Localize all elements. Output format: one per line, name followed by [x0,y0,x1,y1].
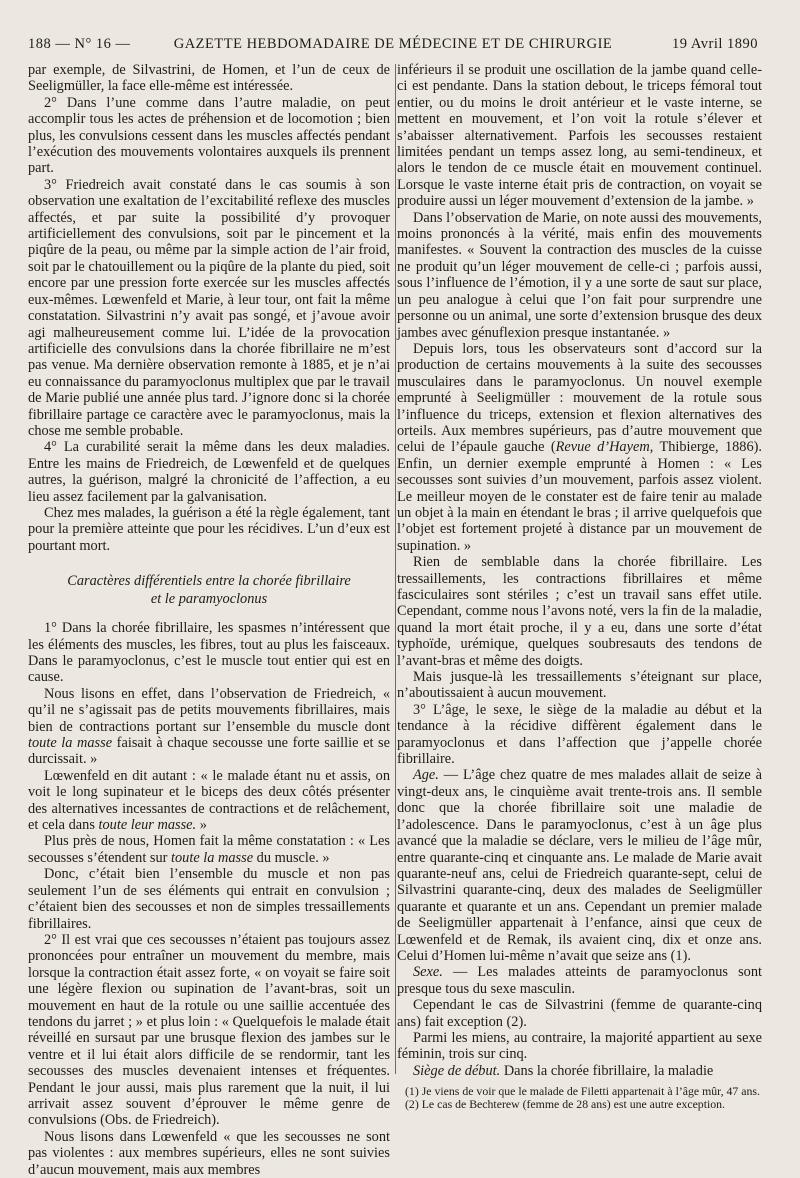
section-heading-line: Caractères différentiels entre la chorée fibrillaire [67,573,351,590]
paragraph: Dans l’observation de Marie, on note aussi des mouvements, moins prononcés à la vérité, mais enfin des mouvements manifestes. « Souvent la contraction des muscles de la cuisse ne produit qu’un léger mouvement de celle-ci ; parfois aussi, sous l’influence de l’émotion, il y a une sorte de saut sur place, un peu analogue à celui que l’on fait pour surprendre une personne ou un animal, une sorte d’extension brusque des deux jambes avec génuflexion presque instantanée. » [397,209,762,341]
paragraph [397,1063,762,1079]
paragraph [28,768,390,834]
paragraph [397,767,762,964]
text-run: Plus près de nous, Homen fait la même constatation : « Les secousses s’étendent sur [28,833,390,866]
text-run: Depuis lors, tous les observateurs sont d’accord sur la production de certains mouvements à la suite des secousses musculaires dans le paramyoclonus. Un nouvel exemple emprunté à Seeligmüller : mouvement de la rotule sous l’influence du triceps, extension et flexion alternatives des orteils. Aux membres supérieurs, pas d’autre mouvement que celui de l’épaule gauche ( [397,340,762,456]
paragraph [397,341,762,554]
emphasis: Sexe. [413,964,443,981]
paragraph: 3° L’âge, le sexe, le siège de la maladie au début et la tendance à la récidive diffèrent également dans le paramyoclonus et dans l’affection que j’appelle chorée fibrillaire. [397,701,762,768]
paragraph: Chez mes malades, la guérison a été la règle également, tant pour la première atteinte que pour les récidives. L’un d’eux est pourtant mort. [28,504,390,554]
paragraph: Parmi les miens, au contraire, la majorité appartient au sexe féminin, trois sur cinq. [397,1029,762,1063]
paragraph: Mais jusque-là les tressaillements s’éteignant sur place, n’aboutissaient à aucun mouvement. [397,669,762,702]
text-run: » [196,817,207,834]
text-run: faisait à chaque secousse une forte saillie et se durcissait. » [28,735,390,768]
text-run: du muscle. » [253,849,330,866]
journal-title: GAZETTE HEBDOMADAIRE DE MÉDECINE ET DE CHIRURGIE [173,36,613,52]
emphasis: toute la masse [28,735,113,752]
text-run: — L’âge chez quatre de mes malades allait de seize à vingt-deux ans, le cinquième avait trente-trois ans. Il semble donc que la chorée fibrillaire soit une maladie de l’adolescence. Dans le paramyoclonus, c’est à un âge plus avancé que la maladie se déclare, vers le milieu de l’âge mûr, entre quarante-cinq et cinquante ans. Le malade de Marie avait quarante-neuf ans, celui de Friedreich quarante-sept, celui de Silvastrini quarante-cinq, deux des malades de Seeligmüller quarante et quarante et un ans. Cependant un premier malade de Seeligmüller appartenait à l’enfance, ainsi que ceux de Lœwenfeld et de Remak, ils avaient cinq, dix et onze ans. Celui d’Homen lui-même n’avait que seize ans (1). [397,767,762,964]
emphasis: Siège de début. [413,1062,501,1079]
right-column [397,62,762,1111]
paragraph [28,686,390,768]
paragraph: Rien de semblable dans la chorée fibrillaire. Les tressaillements, les contractions fibrillaires et même fasciculaires sont stériles ; c’est un travail sans effet utile. Cependant, comme nous l’avons noté, vers la fin de la maladie, quand la mort était proche, il y a eu, dans une sorte d’état typhoïde, urémique, quelques soubresauts des tendons de l’avant-bras et même des doigts. [397,554,762,669]
page-number: 188 — N° 16 — [28,36,131,52]
footnote: (2) Le cas de Bechterew (femme de 28 ans) est une autre exception. [405,1097,726,1112]
running-header [28,36,758,56]
paragraph: Donc, c’était bien l’ensemble du muscle et non pas seulement l’un de ses éléments qui entrait en convulsion ; c’étaient bien des secousses et non de simples tressaillements fibrillaires. [28,866,390,932]
section-heading-line: et le paramyoclonus [150,591,268,608]
emphasis: toute la masse [171,849,254,866]
paragraph: 2° Dans l’une comme dans l’autre maladie, on peut accomplir tous les actes de préhension et de locomotion ; bien plus, les convulsions cessent dans les muscles affectés pendant l’exécution des mouvements volontaires auxquels ils prennent part. [28,94,390,177]
text-run: Lœwenfeld en dit autant : « le malade étant nu et assis, on voit le long supinateur et le biceps des deux côtés présenter des alternatives incessantes de contractions et de relâchement, et cela dans [28,767,390,834]
paragraph: Nous lisons dans Lœwenfeld « que les secousses ne sont pas violentes : aux membres supérieurs, elles ne sont suivies d’aucun mouvement, mais aux membres [28,1128,390,1178]
paragraph [28,833,390,866]
text-run: Dans la chorée fibrillaire, la maladie [500,1062,714,1079]
text-run: — Les malades atteints de paramyoclonus sont presque tous du sexe masculin. [397,964,762,997]
paragraph: 2° Il est vrai que ces secousses n’étaient pas toujours assez prononcées pour entraîner un mouvement du membre, mais lorsque la contraction était assez forte, « on voyait se faire soit une légère flexion ou supination de l’avant-bras, soit un mouvement en haut de la rotule ou une saillie accentuée des tendons du jarret ; » et plus loin : « Quelquefois le malade était réveillé en sursaut par une brusque flexion des jambes sur le ventre et il lui était alors difficile de se rendormir, tant les secousses des muscles devenaient intenses et fréquentes. Pendant le jour aussi, mais plus rarement que la nuit, il lui arrivait assez souvent d’éprouver le même genre de convulsions (Obs. de Friedreich). [28,931,390,1129]
left-column [28,62,390,1178]
issue-date: 19 Avril 1890 [672,36,758,52]
section-heading [28,572,390,608]
column-divider [395,64,396,1074]
footnotes [397,1085,762,1111]
emphasis: toute leur masse. [98,817,197,834]
paragraph: 4° La curabilité serait la même dans les deux maladies. Entre les mains de Friedreich, de Lœwenfeld et de quelques autres, la guérison, malgré la chronicité de l’affection, a eu lieu assez facilement par la galvanisation. [28,439,390,505]
paragraph: par exemple, de Silvastrini, de Homen, et l’un de ceux de Seeligmüller, la face elle-même est intéressée. [28,62,390,95]
footnote: (1) Je viens de voir que le malade de Filetti appartenait à l’âge mûr, 47 ans. [405,1084,760,1099]
text-run: Nous lisons en effet, dans l’observation de Friedreich, « qu’il ne s’agissait pas de petits mouvements fibrillaires, mais bien de contractions portant sur l’ensemble du muscle dont [28,685,390,735]
paragraph: Cependant le cas de Silvastrini (femme de quarante-cinq ans) fait exception (2). [397,997,762,1030]
paragraph: inférieurs il se produit une oscillation de la jambe quand celle-ci est pendante. Dans la station debout, le triceps fémoral tout entier, ou du moins le droit antérieur et le vaste interne, se mettent en mouvement, et l’on voit la rotule s’élever et s’abaisser alternativement. Parfois les secousses restaient limitées pendant un temps assez long, au semi-tendineux, et alors le tendon de ce muscle était en mouvement continuel. Lorsque le vaste interne était pris de contraction, on voyait se produire aussi un léger mouvement d’extension de la jambe. » [397,62,762,210]
emphasis: Age. [413,767,439,784]
text-run: , Thibierge, 1886). Enfin, un dernier exemple emprunté à Homen : « Les secousses sont suivies d’un mouvement, parfois assez violent. Le meilleur moyen de le constater est de faire tenir au malade un objet à la main en étendant le bras ; il arrive quelquefois que l’objet est fortement projeté à distance par un mouvement de supination. » [397,439,762,554]
emphasis: Revue d’Hayem [555,439,650,456]
paragraph: 1° Dans la chorée fibrillaire, les spasmes n’intéressent que les éléments des muscles, les fibres, tout au plus les faisceaux. Dans le paramyoclonus, c’est le muscle tout entier qui est en cause. [28,620,390,686]
paragraph [397,964,762,997]
paragraph: 3° Friedreich avait constaté dans le cas soumis à son observation une exaltation de l’excitabilité reflexe des muscles affectés, et par suite la possibilité d’y provoquer artificiellement des convulsions, soit par le pincement et la piqûre de la peau, ou même par la simple action de l’air froid, soit par le chatouillement ou la piqûre de la plante du pied, soit encore par une pression forte exercée sur les muscles affectés eux-mêmes. Lœwenfeld et Marie, à leur tour, ont fait la même constatation. Silvastrini n’y avait pas songé, et j’avoue avoir agi malheureusement comme lui. L’idée de la provocation artificielle des convulsions dans la chorée fibrillaire ne m’est pas venue. Ma dernière observation remonte à 1885, et je n’ai eu connaissance du paramyoclonus multiplex que par le travail de Marie publié une année plus tard. J’ignore donc si la chorée fibrillaire partage ce caractère avec le paramyoclonus, mais la chose me semble probable. [28,176,390,439]
